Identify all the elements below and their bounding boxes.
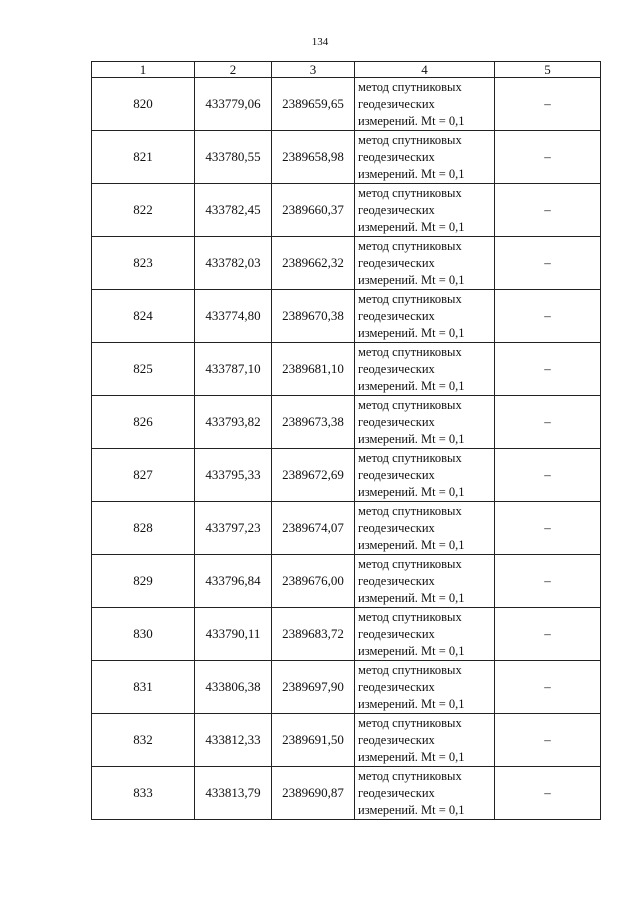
method-cell	[355, 502, 495, 555]
point-number-cell: 825	[92, 343, 195, 396]
header-col-4: 4	[355, 62, 495, 78]
method-cell	[355, 184, 495, 237]
method-line-1: метод спутниковых	[358, 556, 462, 571]
y-coordinate-cell: 2389670,38	[272, 290, 355, 343]
method-line-3: измерений. Mt = 0,1	[358, 219, 465, 234]
table-row	[92, 184, 601, 237]
point-number-cell: 831	[92, 661, 195, 714]
point-number-cell: 823	[92, 237, 195, 290]
note-cell: –	[495, 78, 601, 131]
method-cell	[355, 131, 495, 184]
method-line-2: геодезических	[358, 520, 435, 535]
method-cell	[355, 343, 495, 396]
table-row	[92, 237, 601, 290]
method-line-2: геодезических	[358, 96, 435, 111]
table-row	[92, 502, 601, 555]
method-line-2: геодезических	[358, 361, 435, 376]
x-coordinate-cell: 433790,11	[195, 608, 272, 661]
y-coordinate-cell: 2389691,50	[272, 714, 355, 767]
table-row	[92, 555, 601, 608]
method-line-3: измерений. Mt = 0,1	[358, 325, 465, 340]
method-cell	[355, 237, 495, 290]
method-line-2: геодезических	[358, 202, 435, 217]
note-cell: –	[495, 184, 601, 237]
note-cell: –	[495, 502, 601, 555]
y-coordinate-cell: 2389676,00	[272, 555, 355, 608]
header-col-5: 5	[495, 62, 601, 78]
method-line-3: измерений. Mt = 0,1	[358, 802, 465, 817]
point-number-cell: 822	[92, 184, 195, 237]
x-coordinate-cell: 433782,45	[195, 184, 272, 237]
method-cell	[355, 290, 495, 343]
method-line-2: геодезических	[358, 308, 435, 323]
note-cell: –	[495, 767, 601, 820]
x-coordinate-cell: 433813,79	[195, 767, 272, 820]
y-coordinate-cell: 2389673,38	[272, 396, 355, 449]
table-body	[92, 78, 601, 820]
table-header	[92, 62, 601, 78]
y-coordinate-cell: 2389660,37	[272, 184, 355, 237]
method-line-3: измерений. Mt = 0,1	[358, 537, 465, 552]
note-cell: –	[495, 608, 601, 661]
method-line-3: измерений. Mt = 0,1	[358, 749, 465, 764]
table-row	[92, 343, 601, 396]
method-line-1: метод спутниковых	[358, 662, 462, 677]
note-cell: –	[495, 237, 601, 290]
y-coordinate-cell: 2389690,87	[272, 767, 355, 820]
x-coordinate-cell: 433787,10	[195, 343, 272, 396]
x-coordinate-cell: 433796,84	[195, 555, 272, 608]
method-line-2: геодезических	[358, 573, 435, 588]
header-col-1: 1	[92, 62, 195, 78]
method-line-3: измерений. Mt = 0,1	[358, 378, 465, 393]
y-coordinate-cell: 2389658,98	[272, 131, 355, 184]
method-line-2: геодезических	[358, 626, 435, 641]
point-number-cell: 821	[92, 131, 195, 184]
header-col-3: 3	[272, 62, 355, 78]
note-cell: –	[495, 290, 601, 343]
x-coordinate-cell: 433774,80	[195, 290, 272, 343]
method-line-1: метод спутниковых	[358, 450, 462, 465]
note-cell: –	[495, 396, 601, 449]
method-line-1: метод спутниковых	[358, 609, 462, 624]
header-col-2: 2	[195, 62, 272, 78]
method-cell	[355, 714, 495, 767]
point-number-cell: 828	[92, 502, 195, 555]
point-number-cell: 826	[92, 396, 195, 449]
y-coordinate-cell: 2389683,72	[272, 608, 355, 661]
method-line-1: метод спутниковых	[358, 715, 462, 730]
method-line-2: геодезических	[358, 785, 435, 800]
x-coordinate-cell: 433795,33	[195, 449, 272, 502]
method-line-3: измерений. Mt = 0,1	[358, 696, 465, 711]
method-line-3: измерений. Mt = 0,1	[358, 113, 465, 128]
method-cell	[355, 78, 495, 131]
method-line-3: измерений. Mt = 0,1	[358, 590, 465, 605]
table-row	[92, 78, 601, 131]
note-cell: –	[495, 343, 601, 396]
method-cell	[355, 555, 495, 608]
y-coordinate-cell: 2389659,65	[272, 78, 355, 131]
point-number-cell: 820	[92, 78, 195, 131]
note-cell: –	[495, 714, 601, 767]
method-cell	[355, 608, 495, 661]
page-number: 134	[311, 36, 329, 48]
table-row	[92, 608, 601, 661]
table-row	[92, 449, 601, 502]
x-coordinate-cell: 433812,33	[195, 714, 272, 767]
method-line-3: измерений. Mt = 0,1	[358, 166, 465, 181]
table-row	[92, 396, 601, 449]
y-coordinate-cell: 2389697,90	[272, 661, 355, 714]
note-cell: –	[495, 449, 601, 502]
point-number-cell: 827	[92, 449, 195, 502]
method-line-2: геодезических	[358, 414, 435, 429]
point-number-cell: 833	[92, 767, 195, 820]
y-coordinate-cell: 2389681,10	[272, 343, 355, 396]
method-line-3: измерений. Mt = 0,1	[358, 431, 465, 446]
method-line-1: метод спутниковых	[358, 768, 462, 783]
method-line-1: метод спутниковых	[358, 397, 462, 412]
x-coordinate-cell: 433797,23	[195, 502, 272, 555]
table-row	[92, 290, 601, 343]
note-cell: –	[495, 555, 601, 608]
table-row	[92, 661, 601, 714]
coordinates-table	[91, 61, 601, 820]
note-cell: –	[495, 131, 601, 184]
table-row	[92, 714, 601, 767]
x-coordinate-cell: 433779,06	[195, 78, 272, 131]
method-line-2: геодезических	[358, 255, 435, 270]
y-coordinate-cell: 2389674,07	[272, 502, 355, 555]
method-line-1: метод спутниковых	[358, 79, 462, 94]
method-cell	[355, 449, 495, 502]
y-coordinate-cell: 2389662,32	[272, 237, 355, 290]
method-line-3: измерений. Mt = 0,1	[358, 484, 465, 499]
header-row	[92, 62, 601, 78]
table-row	[92, 131, 601, 184]
x-coordinate-cell: 433806,38	[195, 661, 272, 714]
method-line-1: метод спутниковых	[358, 185, 462, 200]
method-cell	[355, 767, 495, 820]
point-number-cell: 832	[92, 714, 195, 767]
point-number-cell: 830	[92, 608, 195, 661]
method-line-1: метод спутниковых	[358, 503, 462, 518]
y-coordinate-cell: 2389672,69	[272, 449, 355, 502]
method-line-2: геодезических	[358, 679, 435, 694]
x-coordinate-cell: 433780,55	[195, 131, 272, 184]
note-cell: –	[495, 661, 601, 714]
method-cell	[355, 661, 495, 714]
point-number-cell: 824	[92, 290, 195, 343]
method-line-3: измерений. Mt = 0,1	[358, 643, 465, 658]
method-line-1: метод спутниковых	[358, 238, 462, 253]
point-number-cell: 829	[92, 555, 195, 608]
x-coordinate-cell: 433793,82	[195, 396, 272, 449]
method-line-3: измерений. Mt = 0,1	[358, 272, 465, 287]
method-line-1: метод спутниковых	[358, 291, 462, 306]
method-line-1: метод спутниковых	[358, 344, 462, 359]
table-row	[92, 767, 601, 820]
method-line-2: геодезических	[358, 732, 435, 747]
x-coordinate-cell: 433782,03	[195, 237, 272, 290]
method-cell	[355, 396, 495, 449]
method-line-2: геодезических	[358, 467, 435, 482]
method-line-1: метод спутниковых	[358, 132, 462, 147]
method-line-2: геодезических	[358, 149, 435, 164]
